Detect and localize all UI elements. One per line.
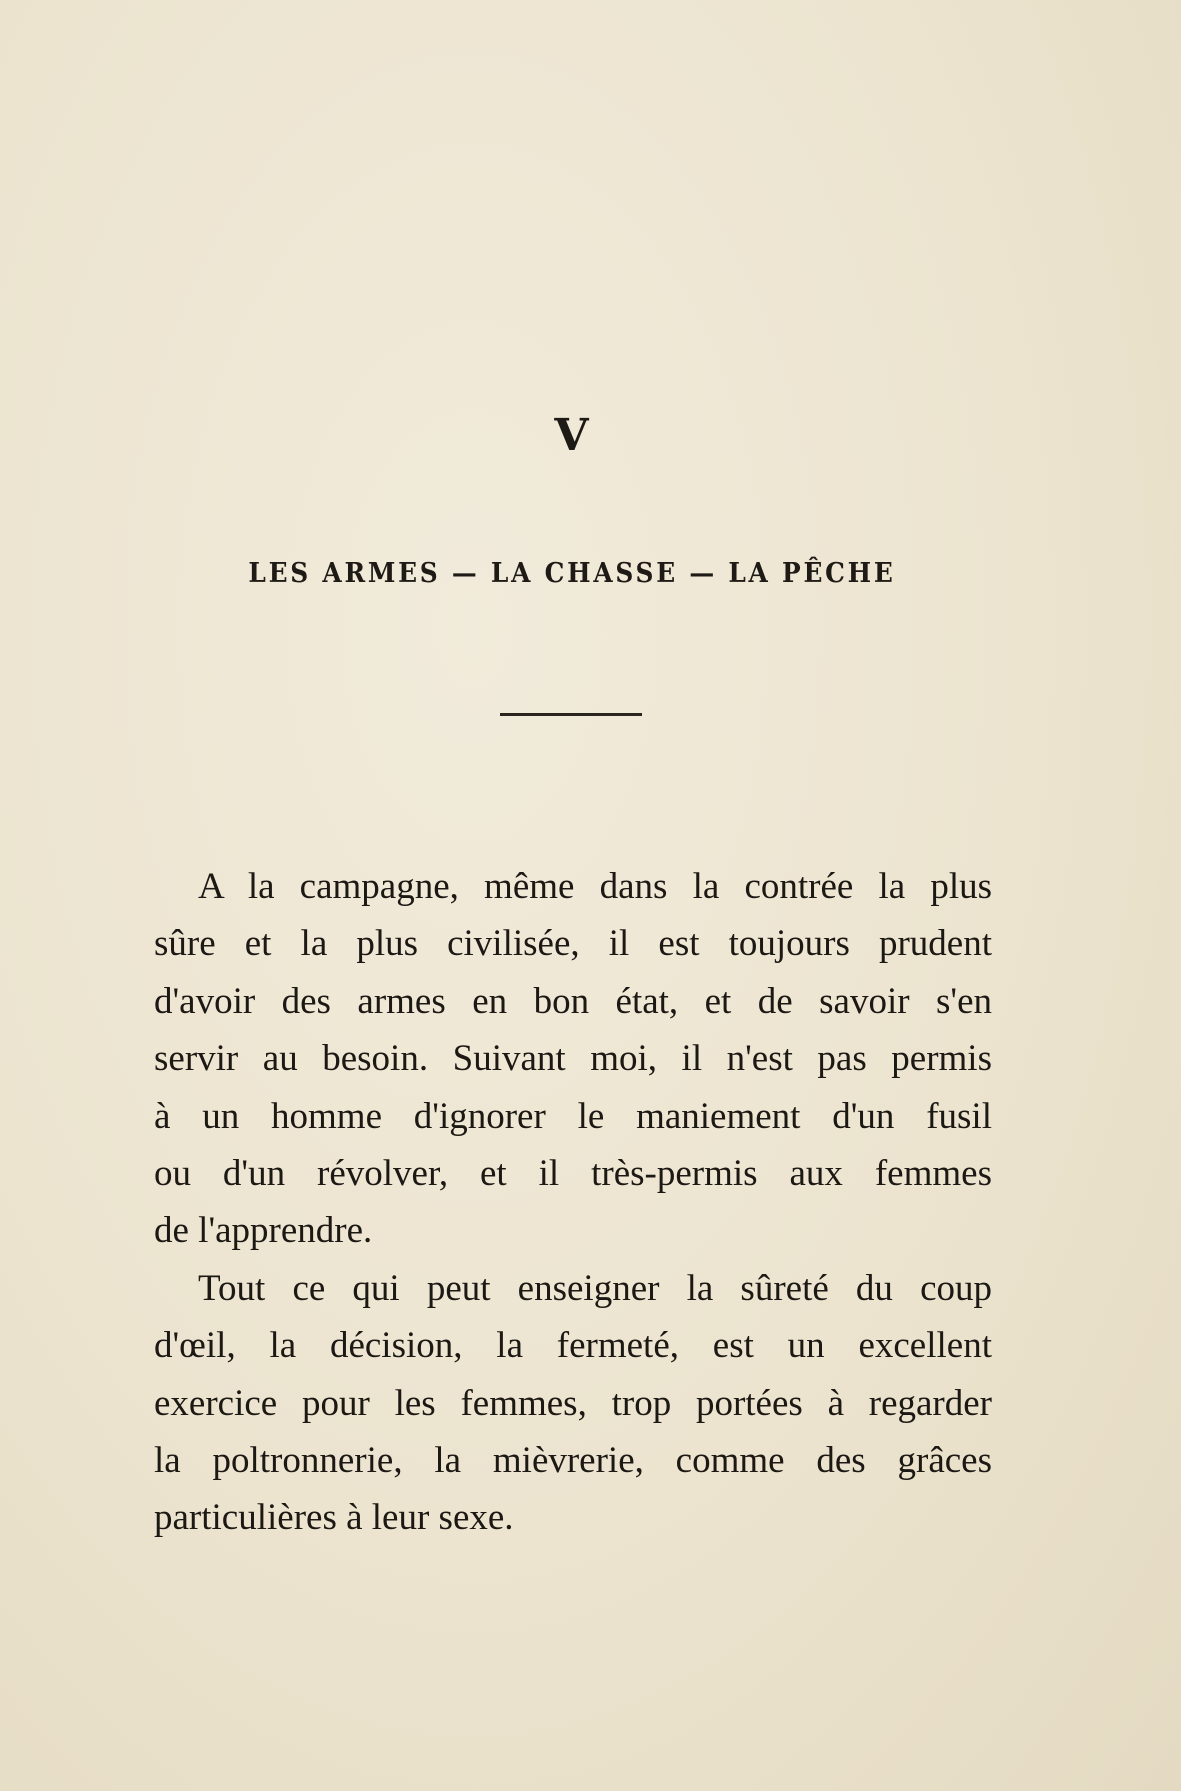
paragraph-1-line-7: de l'apprendre.: [154, 1210, 373, 1252]
paragraph-2-line-4: la poltronnerie, la mièvrerie, comme des grâces: [154, 1440, 992, 1482]
paragraph-1-line-2: sûre et la plus civilisée, il est toujours prudent: [154, 923, 992, 965]
chapter-title: LES ARMES — LA CHASSE — LA PÊCHE: [248, 558, 896, 589]
title-divider: [500, 713, 642, 716]
paragraph-2-line-2: d'œil, la décision, la fermeté, est un excellent: [154, 1325, 992, 1367]
paragraph-1-line-6: ou d'un révolver, et il très-permis aux femmes: [154, 1153, 992, 1195]
paragraph-1-line-3: d'avoir des armes en bon état, et de savoir s'en: [154, 980, 992, 1022]
chapter-body: [154, 858, 992, 1547]
chapter-numeral: V: [554, 410, 590, 461]
paragraph-1-line-4: servir au besoin. Suivant moi, il n'est pas permis: [154, 1038, 992, 1080]
paragraph-2-line-5: particulières à leur sexe.: [154, 1497, 514, 1539]
paragraph-1-line-5: à un homme d'ignorer le maniement d'un fusil: [154, 1095, 992, 1137]
paragraph-2-line-1: Tout ce qui peut enseigner la sûreté du coup: [198, 1267, 992, 1309]
paragraph-2-line-3: exercice pour les femmes, trop portées à regarder: [154, 1382, 992, 1424]
paragraph-1-line-1: A la campagne, même dans la contrée la plus: [198, 866, 992, 907]
